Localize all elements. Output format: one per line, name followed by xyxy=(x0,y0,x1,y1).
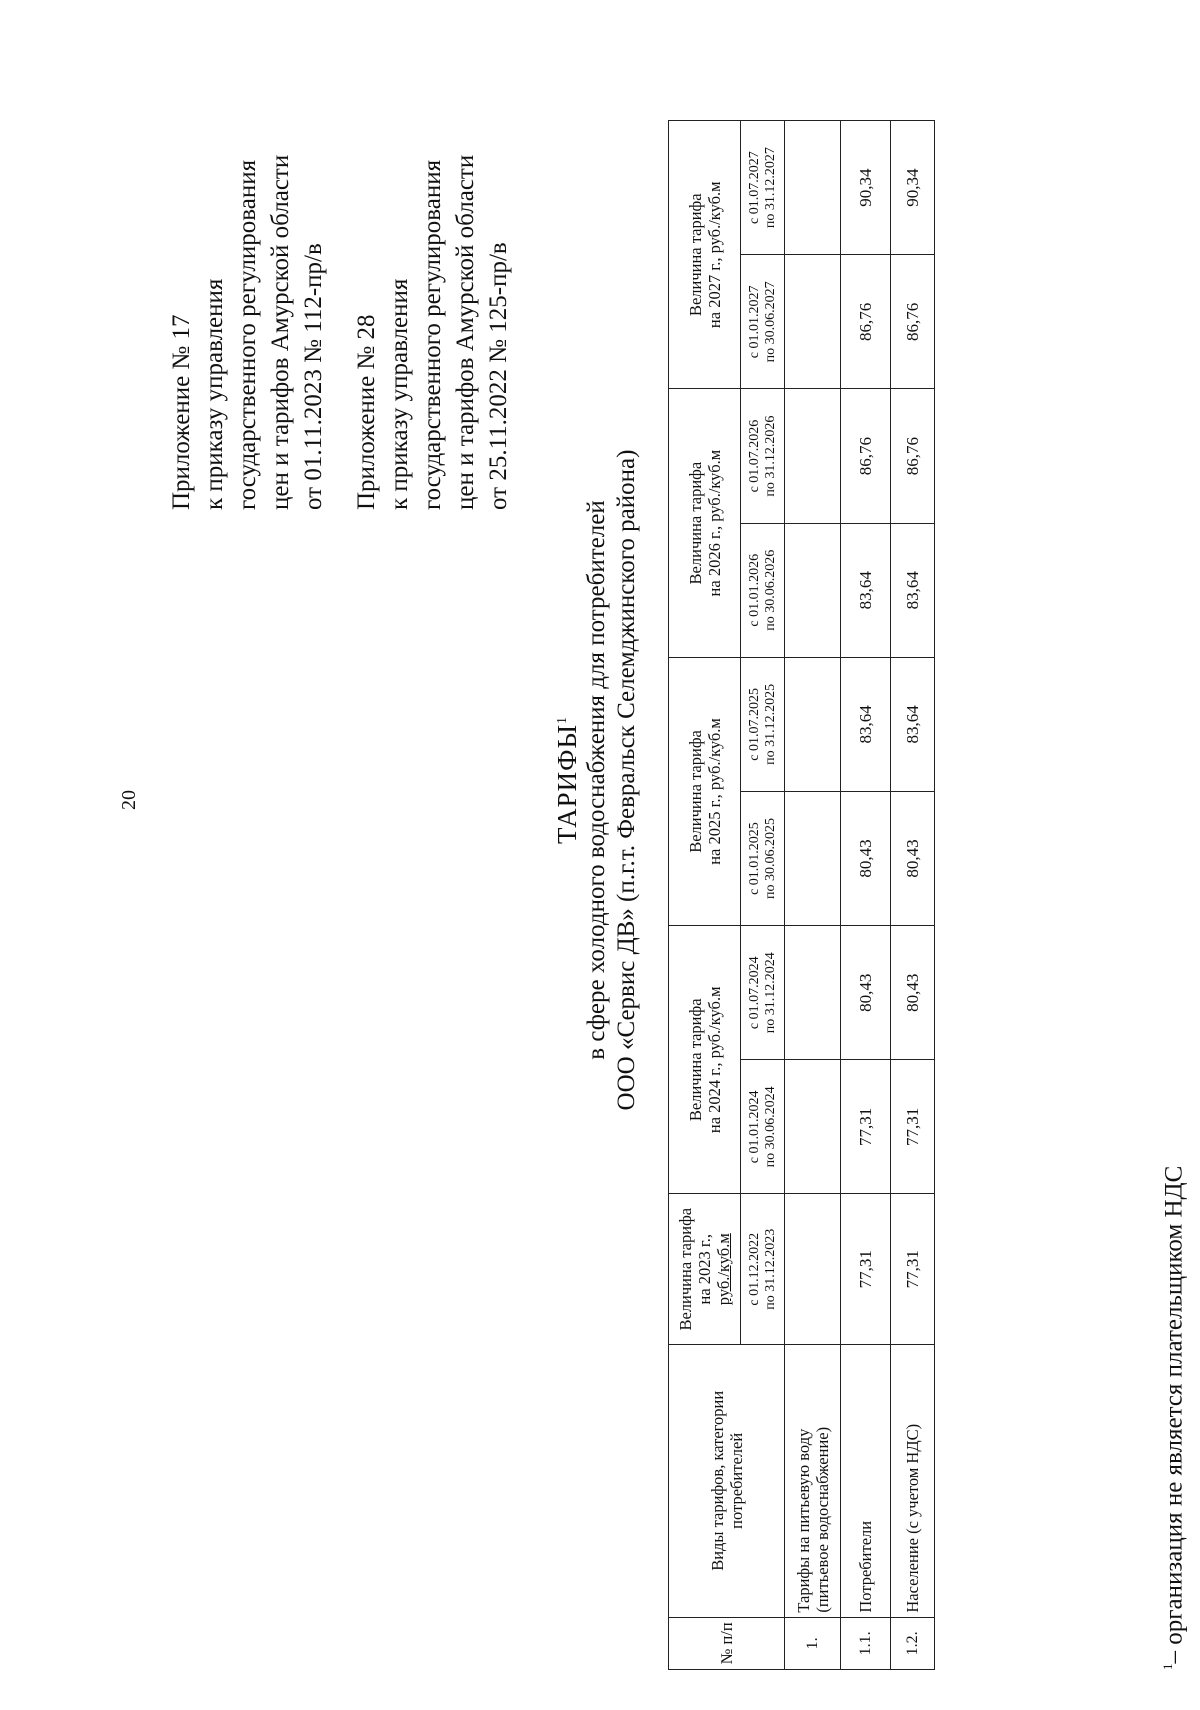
value-cell: 86,76 xyxy=(891,255,935,389)
value-cell xyxy=(785,657,841,791)
value-cell xyxy=(785,523,841,657)
value-cell: 80,43 xyxy=(891,791,935,925)
header-line: Величина тарифа xyxy=(685,998,705,1122)
appendix-17-reference xyxy=(165,155,330,510)
header-year-2024 xyxy=(669,926,741,1194)
value-cell: 77,31 xyxy=(891,1060,935,1194)
header-year-2025 xyxy=(669,657,741,925)
value-cell xyxy=(785,791,841,925)
header-year-2027 xyxy=(669,121,741,389)
header-line: на 2024 г., руб./куб.м xyxy=(704,986,724,1134)
value-cell xyxy=(785,1060,841,1194)
appendix-line: государственного регулирования xyxy=(419,159,446,510)
period-cell: с 01.01.2024 по 30.06.2024 xyxy=(741,1060,785,1194)
appendix-line: к приказу управления xyxy=(201,278,228,510)
row-name: Тарифы на питьевую воду (питьевое водоснабжение) xyxy=(785,1344,841,1617)
appendix-line: Приложение № 28 xyxy=(353,314,380,510)
value-cell: 86,76 xyxy=(841,255,891,389)
appendix-line: от 01.11.2023 № 112-пр/в xyxy=(300,243,327,510)
value-cell: 83,64 xyxy=(891,657,935,791)
appendix-line: цен и тарифов Амурской области xyxy=(267,154,294,510)
appendix-28-reference xyxy=(350,155,515,510)
period-cell: с 01.07.2024 по 31.12.2024 xyxy=(741,926,785,1060)
header-line: Величина тарифа xyxy=(685,461,705,585)
footnote-mark: 1 xyxy=(1160,1663,1175,1670)
value-cell: 77,31 xyxy=(841,1060,891,1194)
appendix-line: от 25.11.2022 № 125-пр/в xyxy=(485,242,512,510)
period-cell: с 01.01.2025 по 30.06.2025 xyxy=(741,791,785,925)
value-cell: 90,34 xyxy=(891,121,935,255)
value-cell: 80,43 xyxy=(841,791,891,925)
table-row xyxy=(785,121,841,1670)
header-year-2023 xyxy=(669,1194,741,1345)
value-cell: 77,31 xyxy=(841,1194,891,1345)
appendix-line: Приложение № 17 xyxy=(168,314,195,510)
appendix-line: цен и тарифов Амурской области xyxy=(452,154,479,510)
header-tariff-kind: Виды тарифов, категории потребителей xyxy=(669,1344,785,1617)
value-cell: 80,43 xyxy=(891,926,935,1060)
header-line: Величина тарифа xyxy=(685,730,705,853)
period-cell: с 01.07.2025 по 31.12.2025 xyxy=(741,657,785,791)
value-cell: 83,64 xyxy=(841,657,891,791)
footnote xyxy=(1160,1166,1188,1670)
header-line: на 2025 г., руб./куб.м xyxy=(704,718,724,865)
header-line: на 2027 г., руб./куб.м xyxy=(704,181,724,329)
subtitle-line-1: в сфере холодного водоснабжения для потребителей xyxy=(583,500,610,1060)
value-cell: 86,76 xyxy=(841,389,891,523)
period-cell: с 01.07.2027 по 31.12.2027 xyxy=(741,121,785,255)
row-number: 1.1. xyxy=(841,1617,891,1669)
value-cell xyxy=(785,255,841,389)
value-cell: 83,64 xyxy=(841,523,891,657)
period-cell: с 01.12.2022 по 31.12.2023 xyxy=(741,1194,785,1345)
value-cell: 86,76 xyxy=(891,389,935,523)
header-line: руб./куб.м xyxy=(714,1233,733,1306)
subtitle-line-2: ООО «Сервис ДВ» (п.г.т. Февральск Селемджинского района) xyxy=(613,449,640,1111)
period-cell: с 01.01.2026 по 30.06.2026 xyxy=(741,523,785,657)
header-line: Величина тарифа xyxy=(676,1207,695,1331)
value-cell xyxy=(785,926,841,1060)
header-year-2026 xyxy=(669,389,741,657)
header-line: на 2023 г., xyxy=(695,1233,714,1305)
footnote-text: – организация не является плательщиком НДС xyxy=(1160,1165,1188,1664)
appendix-line: к приказу управления xyxy=(386,278,413,510)
period-cell: с 01.07.2026 по 31.12.2026 xyxy=(741,389,785,523)
header-number: № п/п xyxy=(669,1617,785,1669)
row-number: 1. xyxy=(785,1617,841,1669)
title-footnote-mark: 1 xyxy=(555,715,570,724)
value-cell: 83,64 xyxy=(891,523,935,657)
table-header-row xyxy=(669,121,741,1670)
row-number: 1.2. xyxy=(891,1617,935,1669)
header-line: на 2026 г., руб./куб.м xyxy=(704,449,724,597)
value-cell xyxy=(785,121,841,255)
table-row xyxy=(841,121,891,1670)
value-cell: 90,34 xyxy=(841,121,891,255)
row-name: Население (с учетом НДС) xyxy=(891,1344,935,1617)
value-cell: 77,31 xyxy=(891,1194,935,1345)
table-row xyxy=(891,121,935,1670)
tariff-table xyxy=(668,120,935,1670)
page-number: 20 xyxy=(118,790,140,810)
row-name: Потребители xyxy=(841,1344,891,1617)
value-cell xyxy=(785,389,841,523)
document-title: ТАРИФЫ$^1$ xyxy=(552,715,582,845)
header-line: Величина тарифа xyxy=(685,193,705,317)
period-cell: с 01.01.2027 по 30.06.2027 xyxy=(741,255,785,389)
appendix-line: государственного регулирования xyxy=(234,159,261,510)
title-block xyxy=(548,230,642,1330)
value-cell: 80,43 xyxy=(841,926,891,1060)
value-cell xyxy=(785,1194,841,1345)
